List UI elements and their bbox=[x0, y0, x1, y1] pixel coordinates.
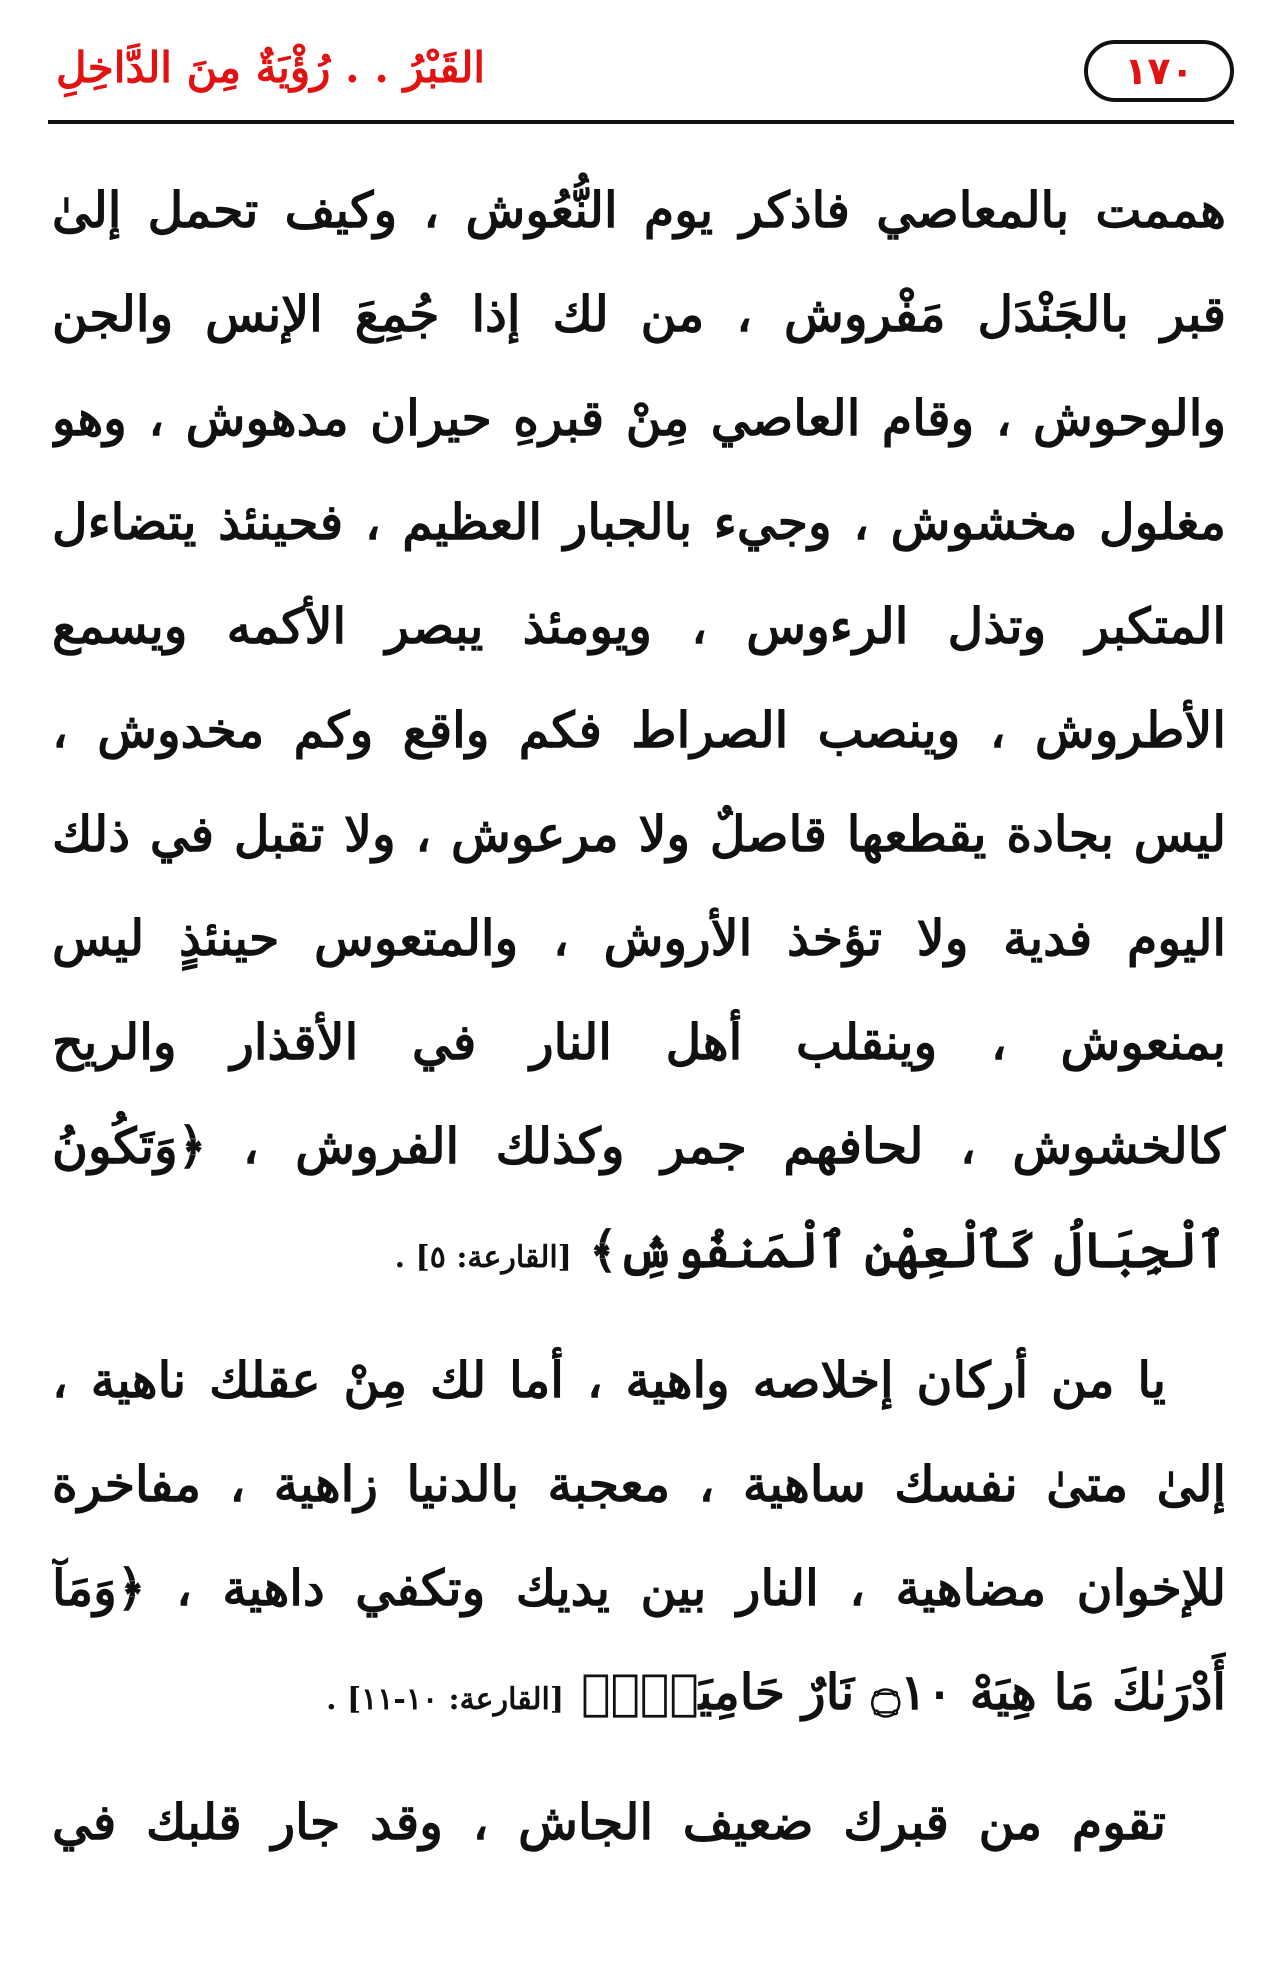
text-line: هممت بالمعاصي فاذكر يوم النُّعُوش ، وكيف تحمل إلىٰ bbox=[52, 181, 1226, 239]
header-rule bbox=[48, 120, 1234, 124]
text-line: إلىٰ متىٰ نفسك ساهية ، معجبة بالدنيا زاهية ، مفاخرة bbox=[52, 1455, 1226, 1513]
text-line: الأطروش ، وينصب الصراط فكم واقع وكم مخدوش ، bbox=[52, 701, 1226, 759]
text-line: يا من أركان إخلاصه واهية ، أما لك مِنْ عقلك ناهية ، bbox=[52, 1351, 1167, 1409]
paragraph-gap bbox=[52, 1302, 1226, 1328]
running-title: القَبْرُ . . رُؤْيَةٌ مِنَ الدَّاخِلِ bbox=[56, 43, 486, 92]
text-line-last bbox=[52, 1198, 1226, 1302]
paragraph-2 bbox=[52, 1328, 1226, 1744]
text-line-last bbox=[52, 1640, 1226, 1744]
verse-reference: [القارعة: ١٠-١١] . bbox=[326, 1682, 565, 1717]
quran-verse: أَدْرَىٰكَ مَا هِيَهْ ۝١٠ نَارٌ حَامِيَةٌۢ﴾ bbox=[581, 1663, 1226, 1721]
text-line: والوحوش ، وقام العاصي مِنْ قبرهِ حيران مدهوش ، وهو bbox=[52, 389, 1226, 447]
text-line: للإخوان مضاهية ، النار بين يديك وتكفي داهية ، ﴿وَمَآ bbox=[52, 1559, 1226, 1617]
verse-reference: [القارعة: ٥] . bbox=[394, 1240, 572, 1275]
body-text bbox=[52, 158, 1226, 1874]
page-number: ١٧٠ bbox=[1084, 40, 1234, 102]
text-line: المتكبر وتذل الرءوس ، ويومئذ يبصر الأكمه ويسمع bbox=[52, 597, 1226, 655]
text-line: تقوم من قبرك ضعيف الجاش ، وقد جار قلبك في bbox=[52, 1793, 1166, 1851]
paragraph-gap bbox=[52, 1744, 1226, 1770]
text-line: قبر بالجَنْدَل مَفْروش ، من لك إذا جُمِعَ الإنس والجن bbox=[52, 285, 1226, 343]
paragraph-1 bbox=[52, 158, 1226, 1302]
text-line: ليس بجادة يقطعها قاصلٌ ولا مرعوش ، ولا تقبل في ذلك bbox=[52, 805, 1226, 863]
text-line: بمنعوش ، وينقلب أهل النار في الأقذار والريح bbox=[52, 1013, 1226, 1071]
page-header bbox=[48, 32, 1234, 122]
text-line: مغلول مخشوش ، وجيء بالجبار العظيم ، فحينئذ يتضاءل bbox=[52, 493, 1226, 551]
paragraph-3 bbox=[52, 1770, 1226, 1874]
text-line: كالخشوش ، لحافهم جمر وكذلك الفروش ، ﴿وَتَكُونُ bbox=[52, 1117, 1226, 1175]
text-line: اليوم فدية ولا تؤخذ الأروش ، والمتعوس حينئذٍ ليس bbox=[52, 909, 1226, 967]
quran-verse: ٱلْجِبَالُ كَٱلْعِهْنِ ٱلْمَنفُوشِ﴾ bbox=[588, 1221, 1226, 1279]
